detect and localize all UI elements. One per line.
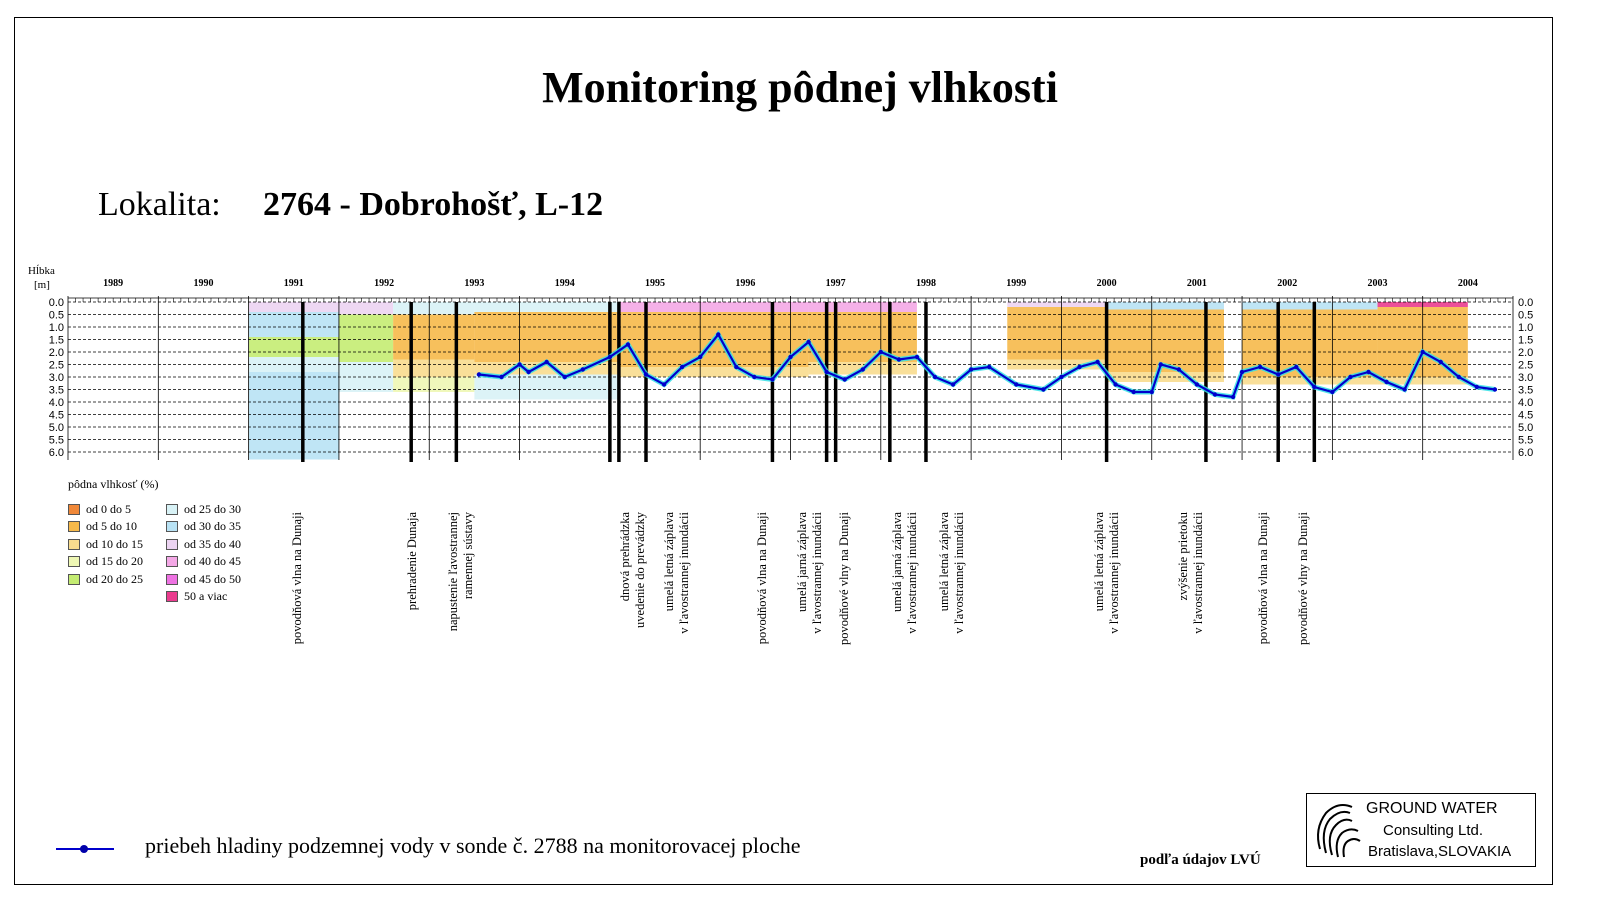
legend-label: od 40 do 45 <box>184 554 241 568</box>
groundwater-point <box>1095 360 1099 364</box>
groundwater-point <box>1457 375 1461 379</box>
event-label-line: v ľavostrannej inundácii <box>677 512 691 634</box>
legend-item <box>68 520 137 534</box>
legend-swatch <box>68 574 80 585</box>
event-label-line: napustenie ľavostrannej <box>446 512 460 632</box>
legend-item <box>68 502 131 516</box>
legend-item <box>166 537 241 551</box>
event-label-line: povodňové vlny na Dunaji <box>1296 512 1310 645</box>
year-label: 1992 <box>374 278 395 289</box>
legend-label: od 30 do 35 <box>184 519 241 533</box>
legend-item <box>166 572 241 586</box>
y-tick-label-right: 0.0 <box>1518 297 1534 309</box>
moisture-cell <box>1007 307 1106 360</box>
location-value: 2764 - Dobrohošť, L-12 <box>263 186 604 223</box>
groundwater-legend-label: priebeh hladiny podzemnej vody v sonde č. 2788 na monitorovacej ploche <box>145 833 801 858</box>
groundwater-point <box>734 365 738 369</box>
legend-item <box>166 590 227 604</box>
event-label <box>618 512 648 672</box>
y-tick-label-left: 4.0 <box>48 397 64 409</box>
event-label-line: umelá letná záplava <box>937 512 951 612</box>
event-label-line: v ľavostrannej inundácii <box>1107 512 1121 634</box>
groundwater-point <box>544 360 548 364</box>
event-label <box>662 512 692 672</box>
moisture-cell <box>393 302 474 315</box>
groundwater-point <box>1177 367 1181 371</box>
groundwater-point <box>1294 365 1298 369</box>
event-label <box>1296 512 1311 672</box>
legend-label: od 25 do 30 <box>184 501 241 516</box>
event-label-line: povodňová vlna na Dunaji <box>1256 512 1270 645</box>
y-tick-label-right: 3.5 <box>1518 384 1534 397</box>
groundwater-point <box>1475 385 1479 389</box>
y-tick-label-right: 3.0 <box>1518 372 1534 384</box>
groundwater-point <box>1240 370 1244 374</box>
groundwater-point <box>1366 370 1370 374</box>
event-label-line: ramennej sústavy <box>461 512 475 600</box>
logo-line-3: Bratislava,SLOVAKIA <box>1368 843 1512 860</box>
year-label: 2002 <box>1277 278 1298 289</box>
groundwater-point <box>842 377 846 381</box>
groundwater-point <box>626 342 630 346</box>
groundwater-point <box>526 370 530 374</box>
y-tick-label-left: 3.0 <box>48 372 64 384</box>
y-tick-label-left: 1.0 <box>48 322 64 334</box>
groundwater-point <box>788 355 792 359</box>
event-label-line: umelá letná záplava <box>662 512 676 612</box>
year-label: 1999 <box>1006 278 1027 289</box>
y-tick-label-left: 1.5 <box>48 334 64 347</box>
y-tick-label-left: 0.0 <box>48 297 64 309</box>
moisture-cell <box>1242 302 1377 310</box>
legend-item <box>68 537 143 551</box>
groundwater-point <box>517 362 521 366</box>
groundwater-point <box>933 375 937 379</box>
legend-swatch <box>166 574 178 585</box>
legend-swatch <box>68 521 80 532</box>
event-label-line: umelá jarná záplava <box>890 512 904 612</box>
groundwater-point <box>644 372 648 376</box>
event-label <box>1092 512 1122 672</box>
event-label <box>1256 512 1271 672</box>
event-label <box>290 512 305 672</box>
legend-label: od 0 do 5 <box>86 501 131 516</box>
legend-label: od 10 do 15 <box>86 536 143 551</box>
groundwater-point <box>1402 387 1406 391</box>
groundwater-point <box>499 375 503 379</box>
legend-item <box>166 502 241 516</box>
legend-swatch <box>166 591 178 602</box>
year-label: 2000 <box>1096 278 1117 289</box>
groundwater-point <box>1195 382 1199 386</box>
groundwater-point <box>1384 380 1388 384</box>
company-logo-mark <box>1312 799 1364 861</box>
event-label <box>755 512 770 672</box>
groundwater-point <box>1493 387 1497 391</box>
moisture-cell <box>339 302 393 315</box>
y-axis-unit: [m] <box>34 279 50 291</box>
event-label <box>890 512 920 672</box>
groundwater-point <box>879 350 883 354</box>
moisture-cell <box>474 302 619 312</box>
legend-swatch <box>68 539 80 550</box>
y-tick-label-left: 2.5 <box>48 359 64 372</box>
groundwater-point <box>824 370 828 374</box>
groundwater-point <box>987 365 991 369</box>
moisture-cell <box>1007 302 1106 307</box>
y-tick-label-right: 1.0 <box>1518 322 1534 334</box>
event-label-line: uvedenie do prevádzky <box>633 512 647 628</box>
y-tick-label-right: 4.5 <box>1518 409 1534 422</box>
groundwater-point <box>1213 392 1217 396</box>
groundwater-point <box>581 367 585 371</box>
groundwater-point <box>680 365 684 369</box>
groundwater-point <box>608 355 612 359</box>
logo-line-1: GROUND WATER <box>1366 800 1498 817</box>
groundwater-point <box>752 375 756 379</box>
event-label-line: povodňové vlny na Dunaji <box>837 512 851 645</box>
event-label-line: prehradenie Dunaja <box>405 512 419 611</box>
y-tick-label-right: 4.0 <box>1518 397 1534 409</box>
moisture-cell <box>339 332 393 362</box>
y-tick-label-left: 5.0 <box>48 422 64 434</box>
moisture-cell <box>249 302 339 312</box>
groundwater-point <box>1258 365 1262 369</box>
y-tick-label-right: 5.5 <box>1518 434 1534 447</box>
event-label-line: v ľavostrannej inundácii <box>905 512 919 634</box>
legend-label: od 5 do 10 <box>86 519 137 533</box>
groundwater-point <box>1150 390 1154 394</box>
y-tick-label-right: 6.0 <box>1518 447 1534 459</box>
event-label-line: dnová prehrádzka <box>618 512 632 602</box>
groundwater-point <box>1041 387 1045 391</box>
legend-item <box>68 572 143 586</box>
year-label: 1996 <box>735 278 756 289</box>
year-label: 1995 <box>645 278 666 289</box>
moisture-cell <box>393 315 474 360</box>
year-label: 1997 <box>825 278 846 289</box>
moisture-cell <box>393 360 474 378</box>
groundwater-point <box>1014 382 1018 386</box>
y-tick-label-left: 4.5 <box>48 409 64 422</box>
event-label <box>1176 512 1206 672</box>
logo-line-2: Consulting Ltd. <box>1383 822 1484 839</box>
groundwater-point <box>563 375 567 379</box>
y-tick-label-right: 1.5 <box>1518 334 1534 347</box>
legend-label: 50 a viac <box>184 589 228 603</box>
event-label-line: povodňová vlna na Dunaji <box>290 512 304 645</box>
groundwater-point <box>951 382 955 386</box>
y-tick-label-right: 5.0 <box>1518 422 1534 434</box>
event-label <box>937 512 967 672</box>
moisture-cell <box>249 312 339 337</box>
groundwater-point <box>662 382 666 386</box>
groundwater-point <box>1077 365 1081 369</box>
moisture-cell <box>809 302 917 312</box>
groundwater-point <box>1312 385 1316 389</box>
event-label-line: umelá letná záplava <box>1092 512 1106 612</box>
legend-item <box>68 555 143 569</box>
groundwater-point <box>698 355 702 359</box>
event-label-line: zvýšenie prietoku <box>1176 512 1190 601</box>
year-label: 2003 <box>1367 278 1388 289</box>
groundwater-point <box>1159 362 1163 366</box>
y-tick-label-right: 0.5 <box>1518 309 1534 322</box>
legend-swatch <box>166 521 178 532</box>
legend-label: od 15 do 20 <box>86 554 143 568</box>
y-tick-label-right: 2.5 <box>1518 359 1534 372</box>
groundwater-point <box>1330 390 1334 394</box>
year-label: 1989 <box>103 278 124 289</box>
groundwater-point <box>477 372 481 376</box>
moisture-cell <box>809 312 917 362</box>
y-axis-label: Hĺbka <box>28 265 55 277</box>
groundwater-point <box>1439 360 1443 364</box>
year-label: 2004 <box>1457 278 1478 289</box>
event-label <box>795 512 825 672</box>
legend-swatch <box>68 504 80 515</box>
y-tick-label-left: 2.0 <box>48 347 64 359</box>
groundwater-point <box>897 357 901 361</box>
groundwater-point <box>1348 375 1352 379</box>
year-label: 1991 <box>283 278 304 289</box>
groundwater-point <box>1231 395 1235 399</box>
groundwater-point <box>770 377 774 381</box>
y-tick-label-left: 0.5 <box>48 309 64 322</box>
groundwater-point <box>1420 350 1424 354</box>
event-label-line: umelá jarná záplava <box>795 512 809 612</box>
y-tick-label-left: 5.5 <box>48 434 64 447</box>
legend-swatch <box>68 556 80 567</box>
event-label-line: povodňová vlna na Dunaji <box>755 512 769 645</box>
legend-title: pôdna vlhkosť (%) <box>68 477 159 491</box>
source-note: podľa údajov LVÚ <box>1140 852 1261 868</box>
groundwater-point <box>915 355 919 359</box>
event-label <box>405 512 420 672</box>
moisture-cell <box>474 312 619 362</box>
groundwater-legend-marker <box>80 845 88 853</box>
groundwater-point <box>1131 390 1135 394</box>
year-label: 1994 <box>554 278 575 289</box>
y-tick-label-left: 6.0 <box>48 447 64 459</box>
legend-item <box>166 520 241 534</box>
moisture-cell <box>339 315 393 333</box>
year-label: 1990 <box>193 278 214 289</box>
legend-item <box>166 555 241 569</box>
chart-title: Monitoring pôdnej vlhkosti <box>542 63 1058 112</box>
groundwater-point <box>861 367 865 371</box>
event-label-line: v ľavostrannej inundácii <box>952 512 966 634</box>
groundwater-point <box>1113 382 1117 386</box>
legend-swatch <box>166 539 178 550</box>
event-label-line: v ľavostrannej inundácii <box>1191 512 1205 634</box>
legend-label: od 45 do 50 <box>184 571 241 586</box>
year-label: 2001 <box>1186 278 1207 289</box>
legend-label: od 20 do 25 <box>86 571 143 586</box>
year-label: 1998 <box>915 278 936 289</box>
groundwater-point <box>1276 372 1280 376</box>
groundwater-point <box>806 340 810 344</box>
legend-swatch <box>166 556 178 567</box>
moisture-cell <box>249 372 339 460</box>
event-label-line: v ľavostrannej inundácii <box>810 512 824 634</box>
legend-label: od 35 do 40 <box>184 536 241 551</box>
groundwater-point <box>969 367 973 371</box>
groundwater-point <box>1059 375 1063 379</box>
event-label <box>837 512 852 672</box>
location-label: Lokalita: <box>98 186 221 223</box>
event-label <box>446 512 476 672</box>
groundwater-point <box>716 332 720 336</box>
year-label: 1993 <box>464 278 485 289</box>
legend-swatch <box>166 504 178 515</box>
moisture-cell <box>249 337 339 357</box>
y-tick-label-right: 2.0 <box>1518 347 1534 359</box>
y-tick-label-left: 3.5 <box>48 384 64 397</box>
